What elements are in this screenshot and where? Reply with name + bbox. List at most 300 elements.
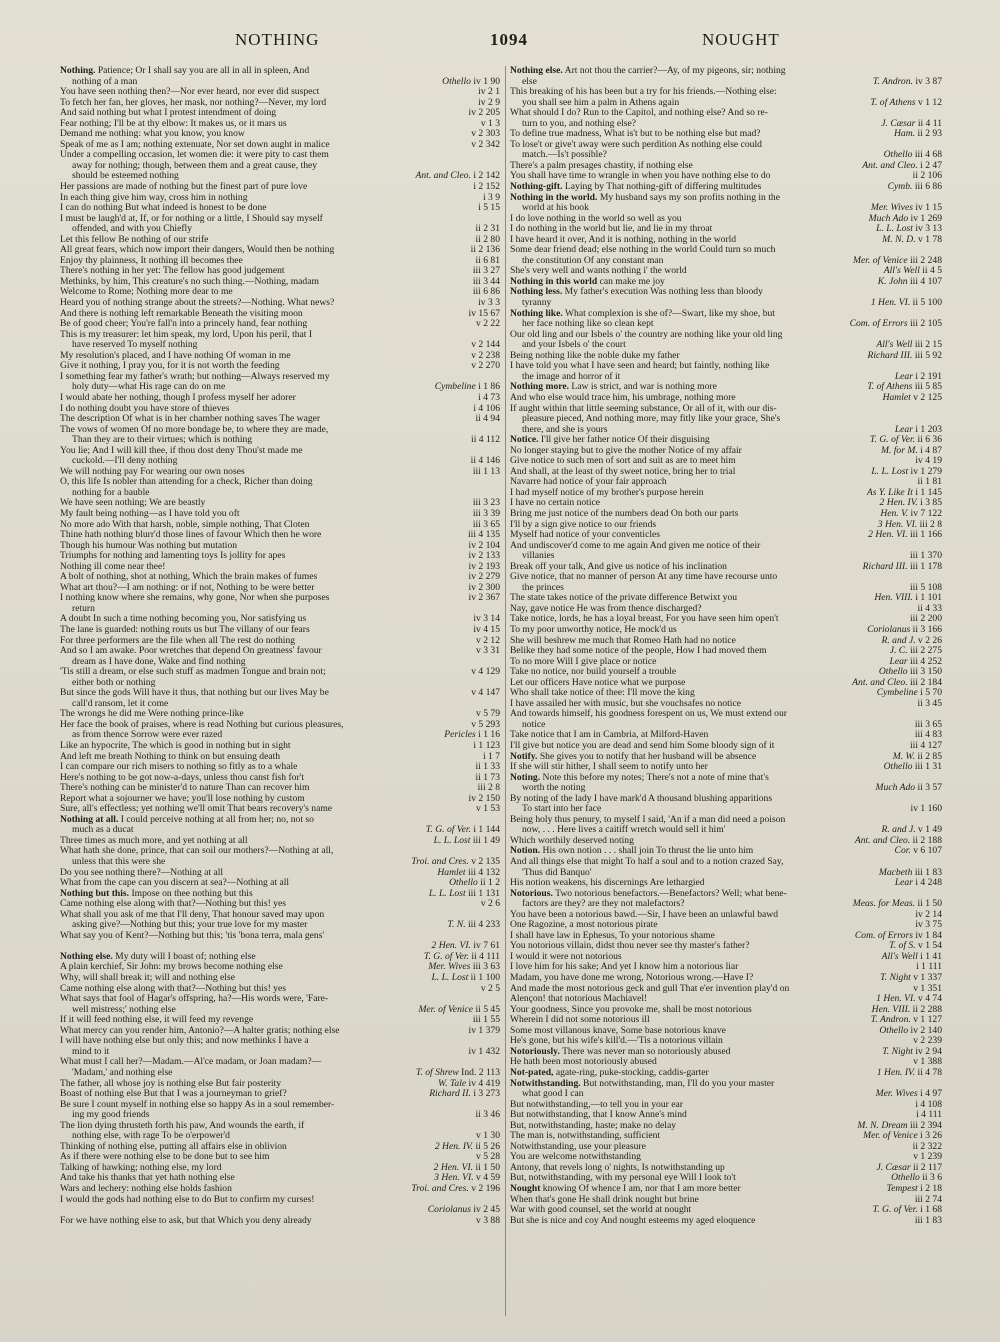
citation <box>471 235 500 246</box>
play-title: Hen. VIII. <box>871 1004 911 1015</box>
entry-line <box>60 889 500 900</box>
act-scene-line: i 5 70 <box>920 688 942 699</box>
entry-text <box>72 435 252 445</box>
entry-line <box>60 720 500 731</box>
entry-text <box>522 583 564 593</box>
entry-text <box>522 825 725 835</box>
quotation: I shall have law in Ephesus, To your notorious shame <box>510 930 715 941</box>
entry-line <box>510 846 942 857</box>
entry-line <box>60 994 500 1005</box>
act-scene-line: iii 3 65 <box>914 719 942 730</box>
entry-line <box>60 1121 500 1132</box>
act-scene-line: v 2 125 <box>913 392 942 403</box>
quotation: Belike they had some notice of the people, How I had moved them <box>510 646 767 657</box>
entry-text <box>60 298 334 308</box>
citation <box>867 203 942 214</box>
play-title: T. Night <box>882 1046 913 1057</box>
play-title: All's Well <box>883 266 920 277</box>
play-title: Lear <box>894 371 913 382</box>
act-scene-line: ii 5 100 <box>912 298 942 309</box>
act-scene-line: ii 5 26 <box>475 1141 500 1152</box>
entry-text <box>510 245 775 255</box>
citation <box>891 372 942 383</box>
quotation: what good I can <box>522 1089 584 1100</box>
act-scene-line: iii 1 55 <box>472 1015 500 1026</box>
play-title: Richard III. <box>862 561 908 572</box>
citation <box>879 393 942 404</box>
entry-line <box>60 171 500 182</box>
entry-text <box>510 688 695 698</box>
quotation: We have seen nothing; We are beastly <box>60 498 206 509</box>
entry-text <box>510 593 737 603</box>
entry-text <box>510 614 779 624</box>
citation <box>477 119 500 130</box>
entry-text <box>60 1036 309 1046</box>
quotation: What hath she done, prince, that can soil our mothers?—Nothing at all, <box>60 846 334 857</box>
quotation: But since the gods Will have it thus, that nothing but our lives May be <box>60 688 329 699</box>
act-scene-line: iv 3 87 <box>915 76 942 87</box>
entry-line <box>510 393 942 404</box>
entry-line <box>60 678 500 689</box>
entry-line <box>60 1205 500 1216</box>
act-scene-line: v 2 6 <box>480 899 500 910</box>
entry-line <box>60 140 500 151</box>
entry-text <box>510 1173 736 1183</box>
entry-text <box>60 108 276 118</box>
citation <box>851 836 942 847</box>
entry-line <box>510 351 942 362</box>
citation <box>848 678 942 689</box>
citation <box>471 773 500 784</box>
entry-line <box>510 1205 942 1216</box>
act-scene-line: iv 3 3 <box>478 298 500 309</box>
quotation: But, notwithstanding, with my personal eye Will I look to't <box>510 1173 736 1184</box>
entry-text <box>510 456 736 466</box>
entry-line <box>510 1184 942 1195</box>
act-scene-line: ii 6 81 <box>475 255 500 266</box>
entry-text <box>522 119 636 129</box>
quotation: And said nothing but what I protest intendment of doing <box>60 108 277 119</box>
citation <box>911 920 942 931</box>
entry-line <box>60 593 500 604</box>
entry-text <box>510 984 789 994</box>
play-title: R. and J. <box>881 635 916 646</box>
act-scene-line: iv 4 19 <box>915 456 942 467</box>
entry-text <box>510 235 736 245</box>
quotation: I'll give her father notice Of their disguising <box>538 435 710 446</box>
play-title: 3 Hen. VI. <box>877 519 918 530</box>
left-column <box>60 66 500 1316</box>
entry-text <box>60 984 286 994</box>
entry-text <box>60 414 320 424</box>
headword: Nothing in this world <box>510 276 598 287</box>
quotation: Like an hypocrite, The which is good in nothing but in sight <box>60 741 291 751</box>
entry-text <box>60 794 305 804</box>
entry-text <box>60 119 287 129</box>
entry-text <box>522 899 684 909</box>
entry-line <box>510 530 942 541</box>
act-scene-line: iv 2 133 <box>468 551 500 562</box>
citation <box>867 298 942 309</box>
quotation: There's nothing in her yet: The fellow has good judgement <box>60 266 285 277</box>
act-scene-line: iii 3 44 <box>472 276 500 287</box>
quotation: You shall have time to wrangle in when you have nothing else to do <box>510 171 771 182</box>
entry-text <box>510 730 708 740</box>
quotation: Why, will shall break it; will and nothing else <box>60 973 235 984</box>
quotation: unless that this were she <box>72 857 166 868</box>
act-scene-line: i 2 47 <box>920 160 942 171</box>
act-scene-line: iv 3 75 <box>915 920 942 931</box>
quotation: Give notice to such men of sort and suit as are to meet him <box>510 456 736 467</box>
act-scene-line: iii 4 127 <box>910 741 942 751</box>
entry-text <box>510 509 738 519</box>
entry-line <box>60 150 500 161</box>
entry-line <box>510 1026 942 1037</box>
entry-line <box>510 330 942 341</box>
entry-line <box>60 266 500 277</box>
citation <box>467 688 500 699</box>
citation <box>412 1068 500 1079</box>
entry-text <box>60 393 296 403</box>
quotation: Alençon! that notorious Machiavel! <box>510 994 648 1005</box>
act-scene-line: v 2 144 <box>471 340 500 351</box>
citation <box>885 941 942 952</box>
citation <box>428 941 501 952</box>
citation <box>873 688 942 699</box>
quotation: Two notorious benefactors.—Benefactors? Well; what bene- <box>552 888 787 899</box>
quotation: What should I do? Run to the Capitol, and nothing else? And so re- <box>510 108 768 119</box>
citation <box>875 868 942 879</box>
entry-text <box>510 709 787 719</box>
play-title: Cor. <box>894 846 911 857</box>
quotation: He's gone, but his wife's kill'd.—'Tis a notorious villain <box>510 1036 723 1047</box>
entry-text <box>510 625 677 635</box>
entry-line <box>60 878 500 889</box>
citation <box>479 193 500 204</box>
citation <box>467 129 500 140</box>
citation <box>885 657 942 668</box>
entry-text <box>60 330 312 340</box>
entry-text <box>60 709 244 719</box>
entry-line <box>510 1047 942 1058</box>
entry-line <box>510 899 942 910</box>
quotation: I can compare our rich misers to nothing so fitly as to a whale <box>60 762 298 773</box>
act-scene-line: ii 4 111 <box>471 951 500 962</box>
quotation: No longer staying but to give the mother Notice of my affair <box>510 445 742 456</box>
act-scene-line: iii 3 39 <box>472 508 500 519</box>
citation <box>430 1173 500 1184</box>
play-title: Hamlet <box>437 867 466 878</box>
act-scene-line: v 1 49 <box>918 825 942 836</box>
entry-line <box>510 593 942 604</box>
entry-text <box>60 1100 334 1110</box>
entry-line <box>60 1163 500 1174</box>
entry-line <box>60 382 500 393</box>
entry-line <box>60 583 500 594</box>
play-title: Lear <box>894 878 913 889</box>
entry-line <box>510 984 942 995</box>
act-scene-line: i 5 15 <box>478 203 500 214</box>
entry-text <box>510 646 767 656</box>
citation <box>472 804 500 815</box>
entry-text <box>60 572 317 582</box>
entry-text <box>60 1173 235 1183</box>
entry-text <box>510 161 693 171</box>
citation <box>906 741 942 752</box>
headword: Nothing like. <box>510 308 563 319</box>
entry-text <box>522 783 585 793</box>
citation <box>878 636 943 647</box>
quotation: I could perceive nothing at all from her; no, not so <box>118 814 314 825</box>
entry-line <box>510 857 942 868</box>
headword: Nothing-gift. <box>510 182 563 193</box>
citation <box>875 1026 942 1037</box>
entry-line <box>60 657 500 668</box>
citation <box>424 1205 500 1216</box>
entry-text <box>510 193 780 203</box>
quotation: call'd ransom, let it come <box>72 698 169 709</box>
column-divider <box>505 66 506 1316</box>
quotation: To my poor unworthy notice, He mock'd us <box>510 624 677 635</box>
quotation: You lie; And I will kill thee, if thou dost deny Thou'st made me <box>60 445 303 456</box>
entry-line <box>60 456 500 467</box>
play-title: T. G. of Ver. <box>423 951 469 962</box>
play-title: Mer. Wives <box>428 962 471 973</box>
quotation: villanies <box>522 551 555 562</box>
citation <box>877 119 942 130</box>
quotation: knowing Of whence I am, nor that I am more better <box>540 1183 741 1194</box>
entry-text <box>510 910 778 920</box>
act-scene-line: i 3 9 <box>482 192 500 203</box>
citation <box>467 140 500 151</box>
quotation: Than they are to their virtues; which is nothing <box>72 435 253 446</box>
entry-text <box>510 224 712 234</box>
citation <box>467 435 500 446</box>
citation <box>866 435 942 446</box>
entry-text <box>510 87 777 97</box>
headword: Nothing more. <box>510 382 569 393</box>
quotation: I'll by a sign give notice to our friends <box>510 519 657 530</box>
quotation: He hath been most notoriously abused <box>510 1057 657 1068</box>
entry-line <box>60 330 500 341</box>
entry-line <box>60 699 500 710</box>
play-title: Hen. V. <box>880 508 909 519</box>
entry-text <box>60 235 208 245</box>
quotation: ing my good friends <box>72 1110 150 1121</box>
citation <box>467 245 500 256</box>
entry-line <box>510 1089 942 1100</box>
citation <box>876 509 942 520</box>
quotation: And who else would trace him, his umbrage, nothing more <box>510 392 736 403</box>
entry-text <box>72 1005 176 1015</box>
quotation: Methinks, by him, This creature's no such thing.—Nothing, madam <box>60 276 319 287</box>
citation <box>414 1005 500 1016</box>
entry-line <box>60 351 500 362</box>
act-scene-line: iii 3 63 <box>472 962 500 973</box>
entry-line <box>60 446 500 457</box>
entry-line <box>60 857 500 868</box>
quotation: This breaking of his has been but a try for his friends.—Nothing else: <box>510 87 777 98</box>
quotation: I do nothing in the world but lie, and lie in my throat <box>510 224 713 235</box>
entry-line <box>510 140 942 151</box>
entry-text <box>60 214 323 224</box>
act-scene-line: iii 1 166 <box>910 530 942 541</box>
play-title: 1 Hen. VI. <box>870 298 911 309</box>
entry-text <box>510 488 704 498</box>
act-scene-line: ii 3 46 <box>475 1110 500 1121</box>
entry-line <box>510 720 942 731</box>
entry-text <box>510 1131 660 1141</box>
entry-text <box>510 66 786 76</box>
entry-line <box>510 340 942 351</box>
quotation: One Ragozine, a most notorious pirate <box>510 920 658 931</box>
entry-line <box>510 372 942 383</box>
quotation: What from the cape can you discern at sea?—Nothing at all <box>60 878 290 889</box>
quotation: I have told you what I have seen and heard; but faintly, nothing like <box>510 361 770 372</box>
citation <box>438 77 500 88</box>
entry-line <box>510 636 942 647</box>
entry-text <box>72 1131 230 1141</box>
citation <box>886 646 942 657</box>
act-scene-line: ii 4 11 <box>917 118 942 129</box>
entry-text <box>510 941 750 951</box>
quotation: Give it nothing, I pray you, for it is not worth the feeding <box>60 361 280 372</box>
citation <box>465 1047 500 1058</box>
act-scene-line: i 1 7 <box>482 751 500 762</box>
entry-text <box>510 382 717 392</box>
act-scene-line: iv 7 61 <box>473 941 500 952</box>
entry-text <box>72 161 317 171</box>
quotation: Bring me just notice of the numbers dead On both our parts <box>510 508 739 519</box>
entry-text <box>72 699 168 709</box>
entry-line <box>60 773 500 784</box>
quotation: Let our officers Have notice what we purpose <box>510 677 686 688</box>
entry-line <box>510 182 942 193</box>
entry-line <box>510 1173 942 1184</box>
quotation: My fault being nothing—as I have told you oft <box>60 508 240 519</box>
citation <box>872 1089 942 1100</box>
entry-line <box>510 98 942 109</box>
entry-text <box>60 256 243 266</box>
quotation: Some most villanous knave, Some base notorious knave <box>510 1025 726 1036</box>
citation <box>849 256 942 267</box>
entry-line <box>60 498 500 509</box>
entry-text <box>60 551 285 561</box>
quotation: Nay, gave notice He was from thence discharged? <box>510 603 702 614</box>
play-title: Lear <box>889 656 908 667</box>
citation <box>906 583 942 594</box>
play-title: Much Ado <box>875 783 916 794</box>
quotation: have reserved To myself nothing <box>72 340 198 351</box>
entry-line <box>60 182 500 193</box>
entry-line <box>510 773 942 784</box>
entry-text <box>510 467 735 477</box>
citation <box>469 498 500 509</box>
act-scene-line: iii 2 184 <box>910 677 942 688</box>
quotation: away for nothing; though, between them and a great cause, they <box>72 160 318 171</box>
entry-text <box>60 762 297 772</box>
entry-line <box>60 962 500 973</box>
entry-line <box>60 361 500 372</box>
act-scene-line: ii 4 5 <box>922 266 942 277</box>
citation <box>433 868 500 879</box>
entry-line <box>60 488 500 499</box>
citation <box>872 340 942 351</box>
quotation: If aught within that little seeming substance, Or all of it, with our dis- <box>510 403 777 414</box>
entry-line <box>510 783 942 794</box>
entry-text <box>510 920 658 930</box>
entry-text <box>60 541 237 551</box>
act-scene-line: iii 5 85 <box>914 382 942 393</box>
act-scene-line: iii 2 105 <box>910 319 942 330</box>
act-scene-line: iv 2 205 <box>468 108 500 119</box>
entry-line <box>510 931 942 942</box>
entry-text <box>60 899 286 909</box>
entry-text <box>60 530 321 540</box>
play-title: Othello <box>879 1025 909 1036</box>
entry-line <box>510 224 942 235</box>
entry-line <box>510 488 942 499</box>
entry-text <box>510 889 787 899</box>
entry-line <box>510 87 942 98</box>
play-title: Cymbeline <box>434 382 476 393</box>
citation <box>874 277 942 288</box>
entry-line <box>510 477 942 488</box>
entry-text <box>510 667 676 677</box>
entry-line <box>510 868 942 879</box>
entry-line <box>60 562 500 573</box>
play-title: Cymbeline <box>876 688 918 699</box>
entry-line <box>60 203 500 214</box>
citation <box>887 1173 942 1184</box>
act-scene-line: v 6 107 <box>913 846 942 857</box>
act-scene-line: iii 5 108 <box>910 582 942 593</box>
entry-text <box>60 319 307 329</box>
act-scene-line: iv 2 45 <box>473 1205 500 1216</box>
entry-text <box>510 520 656 530</box>
act-scene-line: iv 2 140 <box>910 1025 942 1036</box>
quotation: His notion weakens, his discernings Are lethargied <box>510 878 705 889</box>
entry-line <box>510 256 942 267</box>
act-scene-line: iii 1 131 <box>468 888 500 899</box>
act-scene-line: i 1 111 <box>916 962 942 973</box>
quotation: I can do nothing But what indeed is honest to be done <box>60 203 267 214</box>
act-scene-line: iv 3 14 <box>473 614 500 625</box>
entry-line <box>510 404 942 415</box>
act-scene-line: iv 2 367 <box>468 593 500 604</box>
act-scene-line: iii 6 86 <box>914 182 942 193</box>
quotation: Our old ling and our Isbels o' the country are nothing like your old ling <box>510 329 783 340</box>
act-scene-line: i 1 68 <box>920 1205 942 1216</box>
headword: Nothing. <box>60 66 96 76</box>
entry-line <box>510 646 942 657</box>
entry-text <box>72 825 134 835</box>
play-title: Mer. Wives <box>875 1089 918 1100</box>
act-scene-line: iii 1 49 <box>472 835 500 846</box>
quotation: Impose on thee nothing but this <box>129 888 253 899</box>
entry-line <box>60 393 500 404</box>
quotation: In each thing give him way, cross him in nothing <box>60 192 248 203</box>
quotation: She will beshrew me much that Romeo Hath had no notice <box>510 635 736 646</box>
entry-text <box>510 836 634 846</box>
entry-text <box>60 1026 339 1036</box>
entry-line <box>60 1026 500 1037</box>
entry-text <box>510 214 682 224</box>
entry-line <box>510 129 942 140</box>
entry-text <box>510 351 680 361</box>
act-scene-line: i 1 16 <box>478 730 500 741</box>
entry-text <box>60 361 280 371</box>
